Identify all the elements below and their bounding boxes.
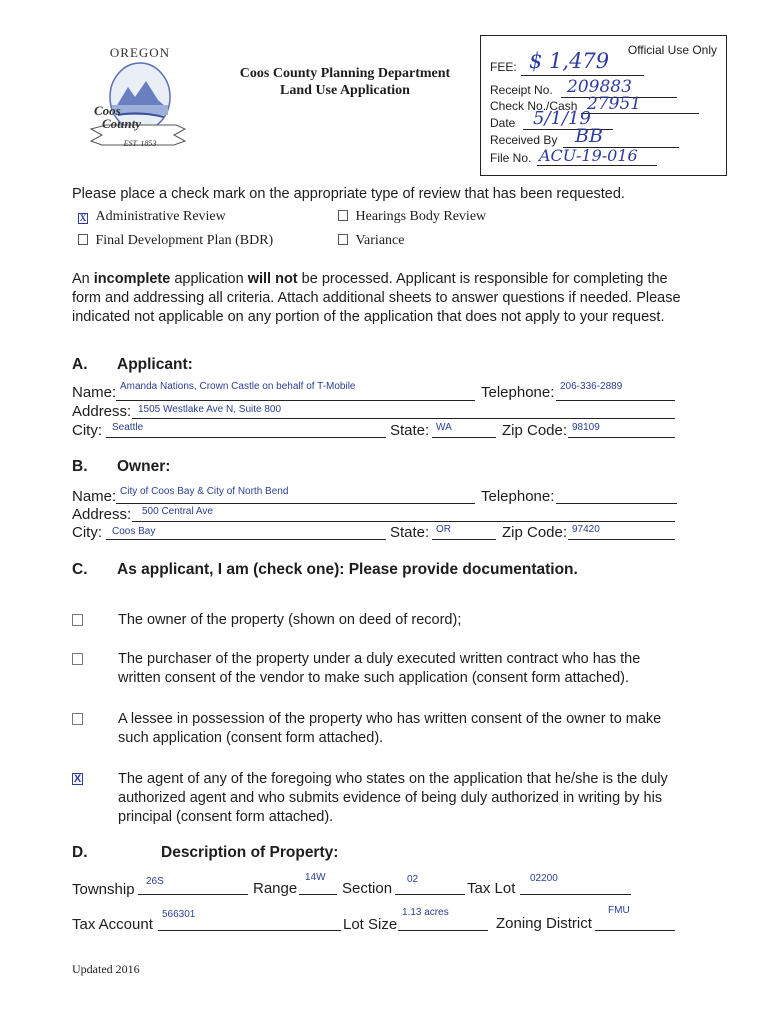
agent-checkbox[interactable]: X [73,773,82,785]
owner-city-label: City: [72,524,102,541]
range-label: Range [253,880,298,897]
incomplete-application-notice: An incomplete application will not be processed. Applicant is responsible for completing the form and addressing all criteria. Attach additional sheets to answer questions if needed. Please indicated not applicable on any portion of the application that does not apply to your request. [72,271,681,325]
owner-section-heading: Owner: [117,458,171,475]
tax-account-line [158,930,341,931]
applicant-zip-label: Zip Code: [502,422,568,439]
administrative-review-checkbox[interactable]: X [79,213,87,223]
fee-value[interactable]: $ 1,479 [529,49,610,73]
department-title: Coos County Planning Department [239,66,451,81]
check-no-label: Check No./Cash [490,99,578,113]
owner-zip-line [568,539,675,540]
owner-section-letter: B. [72,458,88,475]
applicant-state-line [432,437,496,438]
review-type-prompt: Please place a check mark on the appropriate type of review that has been requested. [72,186,625,202]
check-no-value[interactable]: 27951 [587,94,642,114]
applicant-name-line [116,400,475,401]
final-development-plan-label: Final Development Plan (BDR) [95,233,274,248]
owner-address-value[interactable]: 500 Central Ave [142,506,213,517]
updated-footer: Updated 2016 [72,962,140,976]
township-label: Township [72,881,135,898]
official-use-box [480,35,727,176]
applicant-name-label: Name: [72,384,117,401]
applicant-state-value[interactable]: WA [436,422,452,433]
file-no-value[interactable]: ACU-19-016 [539,146,638,165]
applicant-city-line [106,437,386,438]
section-line [395,894,465,895]
tax-account-value[interactable]: 566301 [162,909,196,920]
owner-name-label: Name: [72,488,117,505]
variance-label: Variance [355,233,405,248]
property-section-letter: D. [72,844,88,861]
lessee-text: A lessee in possession of the property who has written consent of the owner to make such application (consent form attached). [118,711,662,746]
applicant-type-heading: As applicant, I am (check one): Please provide documentation. [117,561,578,578]
owner-name-line [116,503,475,504]
file-no-label: File No. [490,151,532,165]
applicant-telephone-line [556,400,675,401]
review-option-fdp[interactable] [78,233,273,249]
owner-state-value[interactable]: OR [436,524,451,535]
applicant-type-section-letter: C. [72,561,88,578]
lot-size-value[interactable]: 1.13 acres [402,907,449,918]
applicant-telephone-label: Telephone: [481,384,555,401]
lessee-checkbox[interactable] [72,713,83,725]
applicant-address-label: Address: [72,403,132,420]
applicant-section-heading: Applicant: [117,356,193,373]
section-label: Section [342,880,393,897]
receipt-label: Receipt No. [490,83,553,97]
received-by-value[interactable]: BB [575,125,603,147]
owner-of-property-text: The owner of the property (shown on deed of record); [118,612,462,628]
tax-lot-line [520,894,631,895]
owner-zip-label: Zip Code: [502,524,568,541]
fee-label: FEE: [490,60,517,74]
lot-size-line [398,930,488,931]
agent-text: The agent of any of the foregoing who states on the application that he/she is the duly authorized agent and who submits evidence of being duly authorized in writing by his principal (consent form attached). [118,771,668,825]
notice-bold-incomplete: incomplete [93,271,171,287]
purchaser-text: The purchaser of the property under a duly executed written contract who has the written consent of the vendor to make such application (consent form attached). [118,651,641,686]
review-option-administrative[interactable] [78,209,226,225]
official-use-title: Official Use Only [627,43,717,57]
property-section-heading: Description of Property: [161,844,339,861]
tax-lot-value[interactable]: 02200 [530,873,558,884]
receipt-value[interactable]: 209883 [567,77,632,97]
applicant-telephone-value[interactable]: 206-336-2889 [560,381,623,392]
applicant-address-line [132,418,675,419]
township-line [138,894,248,895]
seal-name-line1: Coos [94,103,121,118]
zoning-district-line [595,930,675,931]
hearings-body-review-label: Hearings Body Review [355,209,487,224]
owner-address-label: Address: [72,506,132,523]
range-value[interactable]: 14W [305,872,326,883]
applicant-state-label: State: [390,422,430,439]
seal-est: EST. 1853 [123,139,157,148]
township-value[interactable]: 26S [146,876,164,887]
section-value[interactable]: 02 [407,874,419,885]
applicant-city-value[interactable]: Seattle [112,422,144,433]
applicant-city-label: City: [72,422,102,439]
applicant-name-value[interactable]: Amanda Nations, Crown Castle on behalf of T-Mobile [120,381,356,392]
date-label: Date [490,116,516,130]
owner-city-value[interactable]: Coos Bay [112,526,156,537]
applicant-zip-value[interactable]: 98109 [572,422,600,433]
owner-state-label: State: [390,524,430,541]
seal-top-text: OREGON [109,45,171,60]
owner-zip-value[interactable]: 97420 [572,524,600,535]
owner-address-line [132,521,675,522]
owner-name-value[interactable]: City of Coos Bay & City of North Bend [120,486,289,497]
applicant-zip-line [568,437,675,438]
owner-of-property-checkbox[interactable] [72,614,83,626]
review-option-hearings[interactable] [338,209,486,225]
range-line [299,894,337,895]
purchaser-checkbox[interactable] [72,653,83,665]
hearings-body-review-checkbox[interactable] [338,210,348,221]
notice-bold-will-not: will not [247,271,298,287]
zoning-district-value[interactable]: FMU [608,905,630,916]
tax-account-label: Tax Account [72,916,153,933]
date-value[interactable]: 5/1/19 [533,108,591,129]
applicant-section-letter: A. [72,356,88,373]
owner-city-line [106,539,386,540]
owner-telephone-line [556,503,677,504]
variance-checkbox[interactable] [338,234,348,245]
administrative-review-label: Administrative Review [95,209,226,224]
county-seal [88,45,188,155]
lot-size-label: Lot Size [343,916,398,933]
review-option-variance[interactable] [338,233,404,249]
form-title: Land Use Application [280,83,410,98]
owner-state-line [432,539,496,540]
tax-lot-label: Tax Lot [467,880,516,897]
final-development-plan-checkbox[interactable] [78,234,88,245]
applicant-address-value[interactable]: 1505 Westlake Ave N, Suite 800 [138,404,282,415]
received-by-label: Received By [490,133,558,147]
zoning-district-label: Zoning District [496,915,592,932]
seal-name-line2: County [102,116,142,131]
owner-telephone-label: Telephone: [481,488,555,505]
